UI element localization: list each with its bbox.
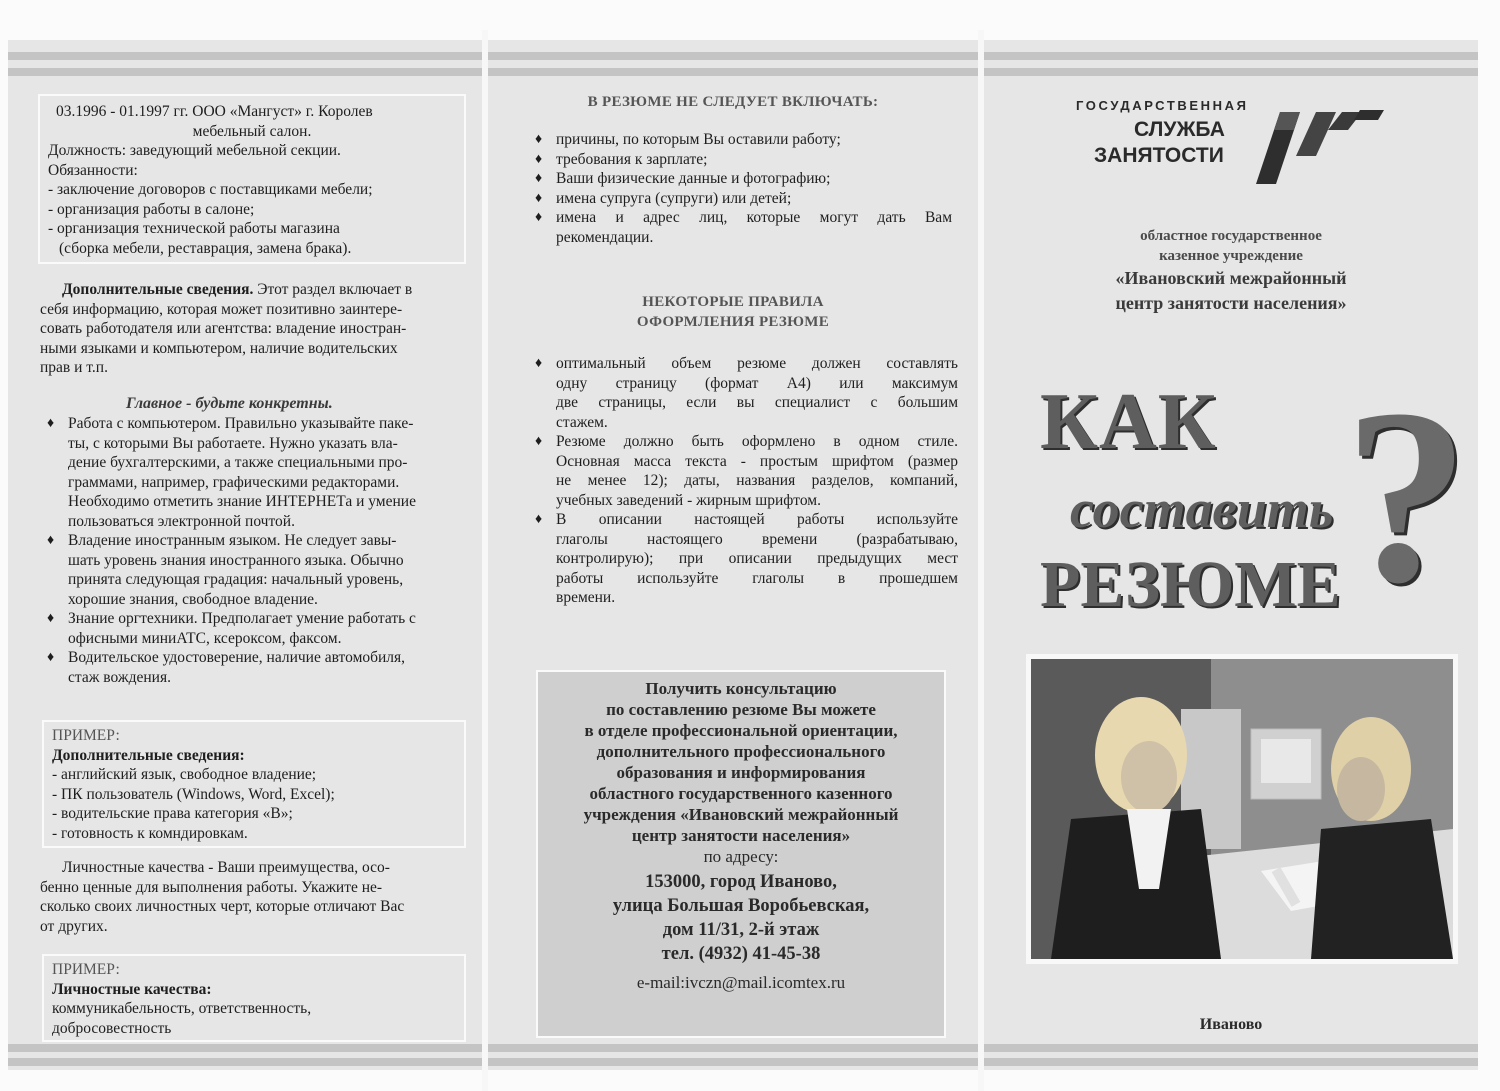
rule-line: времени. bbox=[556, 589, 616, 606]
diamond-bullet-icon: ♦ bbox=[535, 512, 543, 527]
rule-line: В описании настоящей работы используйте bbox=[556, 511, 958, 528]
exclude-line: причины, по которым Вы оставили работу; bbox=[556, 131, 841, 148]
job-line: Должность: заведующий мебельной секции. bbox=[48, 142, 341, 159]
personal-line: Личностные качества - Ваши преимущества, осо- bbox=[62, 859, 390, 876]
top-stripe bbox=[488, 52, 978, 60]
panel-left bbox=[8, 40, 482, 1070]
tip-line: граммами, например, графическими редакторами. bbox=[68, 473, 400, 491]
job-example-box bbox=[38, 94, 466, 264]
additional-info-line: совать работодателя или агентства: владение иностран- bbox=[40, 320, 407, 337]
additional-info-line: ными языками и компьютером, наличие водительских bbox=[40, 339, 398, 357]
diamond-bullet-icon: ♦ bbox=[47, 611, 55, 626]
logo-stripes-icon bbox=[1236, 100, 1386, 184]
tip-line: дение бухгалтерскими, а также специальными про- bbox=[68, 454, 408, 471]
example-line: - водительские права категория «B»; bbox=[52, 805, 293, 822]
consult-line: областного государственного казенного bbox=[589, 784, 893, 803]
rule-line: стажем. bbox=[556, 413, 608, 431]
rules-heading-line: НЕКОТОРЫЕ ПРАВИЛА bbox=[642, 294, 824, 310]
org-line: областное государственное bbox=[1140, 228, 1322, 244]
rule-line: одну страницу (формат А4) или максимум bbox=[556, 374, 958, 392]
title-word: РЕЗЮМЕ bbox=[1040, 548, 1341, 621]
example-line: - ПК пользователь (Windows, Word, Excel); bbox=[52, 785, 335, 803]
bottom-stripe bbox=[8, 1044, 482, 1052]
job-line: Обязанности: bbox=[48, 161, 138, 179]
address-line: 153000, город Иваново, bbox=[645, 872, 837, 892]
example-title: Дополнительные сведения: bbox=[52, 746, 245, 764]
tips-list bbox=[44, 414, 468, 687]
tip-line: офисными миниАТС, ксероксом, факсом. bbox=[68, 629, 342, 647]
address-line: улица Большая Воробьевская, bbox=[612, 896, 870, 916]
email-line: e-mail:ivczn@mail.icomtex.ru bbox=[636, 973, 846, 992]
organization-name bbox=[984, 226, 1478, 316]
tip-line: Владение иностранным языком. Не следует завы- bbox=[68, 532, 397, 549]
title-word: КАК bbox=[1040, 378, 1217, 466]
bottom-stripe bbox=[984, 1058, 1478, 1066]
panel-cover bbox=[984, 40, 1478, 1070]
diamond-bullet-icon: ♦ bbox=[47, 533, 55, 548]
diamond-bullet-icon: ♦ bbox=[535, 171, 543, 186]
additional-info-text bbox=[40, 280, 464, 378]
job-line: - заключение договоров с поставщиками мебели; bbox=[48, 181, 373, 198]
consult-line: в отделе профессиональной ориентации, bbox=[584, 721, 898, 740]
example-line: добросовестность bbox=[52, 1019, 172, 1037]
tip-line: Знание оргтехники. Предполагает умение работать с bbox=[68, 610, 416, 627]
tip-line: ты, с которыми Вы работаете. Нужно указать вла- bbox=[68, 434, 398, 452]
rule-line: не менее 12); даты, названия разделов, компаний, bbox=[556, 472, 958, 489]
rules-heading bbox=[488, 292, 978, 332]
consult-line: Получить консультацию bbox=[645, 679, 837, 698]
tip-item bbox=[44, 531, 468, 609]
tip-line: стаж вождения. bbox=[68, 668, 171, 686]
logo-line: СЛУЖБА bbox=[1134, 118, 1225, 141]
rule-line: оптимальный объем резюме должен составлять bbox=[556, 355, 958, 372]
bottom-stripe bbox=[984, 1044, 1478, 1052]
rule-line: две страницы, если вы специалист с большим bbox=[556, 394, 958, 411]
tip-line: Водительское удостоверение, наличие автомобиля, bbox=[68, 649, 406, 666]
consultation-photo bbox=[1026, 654, 1458, 964]
exclude-line: рекомендации. bbox=[556, 228, 654, 246]
consult-line: учреждения «Ивановский межрайонный bbox=[583, 805, 899, 824]
logo-line: ЗАНЯТОСТИ bbox=[1094, 144, 1224, 167]
exclude-heading: В РЕЗЮМЕ НЕ СЛЕДУЕТ ВКЛЮЧАТЬ: bbox=[587, 94, 879, 110]
rule-line: учебных заведений - жирным шрифтом. bbox=[556, 491, 821, 509]
tip-line: Необходимо отметить знание ИНТЕРНЕТа и умение bbox=[68, 493, 416, 510]
top-stripe bbox=[984, 52, 1478, 60]
address-line: дом 11/31, 2-й этаж bbox=[662, 920, 820, 940]
diamond-bullet-icon: ♦ bbox=[535, 151, 543, 167]
diamond-bullet-icon: ♦ bbox=[535, 190, 543, 206]
diamond-bullet-icon: ♦ bbox=[47, 650, 55, 665]
rule-line: контролирую); при описании предыдущих мест bbox=[556, 550, 958, 567]
exclude-line: имена и адрес лиц, которые могут дать Вам bbox=[556, 209, 952, 226]
org-line: «Ивановский межрайонный bbox=[1115, 268, 1347, 288]
bottom-stripe bbox=[488, 1044, 978, 1052]
example-line: - готовность к комндировкам. bbox=[52, 824, 248, 842]
diamond-bullet-icon: ♦ bbox=[535, 356, 543, 371]
question-mark-graphic: ? bbox=[1344, 358, 1469, 635]
example-personal-box bbox=[42, 954, 466, 1042]
panel-middle bbox=[488, 40, 978, 1070]
job-line: - организация работы в салоне; bbox=[48, 200, 255, 218]
rule-line: Основная масса текста - простым шрифтом (размер bbox=[556, 452, 958, 470]
additional-info-line: Этот раздел включает в bbox=[257, 281, 413, 298]
personal-line: сколько своих личностных черт, которые отличают Вас bbox=[40, 898, 405, 915]
personal-line: бенно ценные для выполнения работы. Укажите не- bbox=[40, 878, 383, 896]
personal-qualities-text bbox=[40, 858, 464, 936]
exclude-list bbox=[532, 130, 952, 247]
main-heading: Главное - будьте конкретны. bbox=[126, 395, 333, 412]
exclude-item bbox=[532, 169, 952, 189]
top-stripe bbox=[8, 68, 482, 76]
consult-line: центр занятости населения» bbox=[631, 826, 851, 845]
consult-line: дополнительного профессионального bbox=[596, 742, 886, 761]
diamond-bullet-icon: ♦ bbox=[535, 434, 543, 449]
tip-line: Работа с компьютером. Правильно указывайте паке- bbox=[68, 415, 414, 432]
example-label: ПРИМЕР: bbox=[52, 961, 120, 978]
tip-line: хорошие знания, свободное владение. bbox=[68, 590, 318, 608]
consult-line: по составлению резюме Вы можете bbox=[606, 700, 876, 719]
example-title: Личностные качества: bbox=[52, 980, 212, 998]
job-line: 03.1996 - 01.1997 гг. ООО «Мангуст» г. Королев bbox=[56, 103, 373, 120]
exclude-item bbox=[532, 189, 952, 209]
exclude-line: Ваши физические данные и фотографию; bbox=[556, 170, 831, 187]
tip-line: принята следующая градация: начальный уровень, bbox=[68, 571, 404, 588]
job-line: - организация технической работы магазина bbox=[48, 220, 340, 237]
exclude-item bbox=[532, 130, 952, 150]
rule-item bbox=[532, 354, 958, 432]
org-line: казенное учреждение bbox=[1159, 248, 1303, 264]
example-label: ПРИМЕР: bbox=[52, 727, 120, 744]
consultation-box bbox=[536, 670, 946, 1038]
rule-line: Резюме должно быть оформлено в одном стиле. bbox=[556, 433, 958, 450]
diamond-bullet-icon: ♦ bbox=[47, 416, 55, 431]
org-line: центр занятости населения» bbox=[1115, 293, 1347, 313]
top-stripe bbox=[488, 68, 978, 76]
job-line: мебельный салон. bbox=[192, 122, 312, 140]
rules-list bbox=[532, 354, 958, 608]
bottom-stripe bbox=[488, 1058, 978, 1066]
rule-line: глаголы настоящего времени (разрабатываю, bbox=[556, 530, 958, 548]
additional-info-line: прав и т.п. bbox=[40, 359, 108, 376]
tip-line: шать уровень знания иностранного языка. Обычно bbox=[68, 551, 404, 569]
additional-info-lead: Дополнительные сведения. bbox=[62, 281, 254, 298]
tip-item bbox=[44, 609, 468, 648]
tip-line: пользоваться электронной почтой. bbox=[68, 512, 295, 530]
personal-line: от других. bbox=[40, 917, 108, 935]
rule-line: работы используйте глаголы в прошедшем bbox=[556, 569, 958, 587]
rules-heading-line: ОФОРМЛЕНИЯ РЕЗЮМЕ bbox=[636, 314, 830, 330]
exclude-item bbox=[532, 150, 952, 170]
job-line: (сборка мебели, реставрация, замена брака). bbox=[59, 239, 352, 257]
logo-line: ГОСУДАРСТВЕННАЯ bbox=[1076, 98, 1249, 113]
city-label: Иваново bbox=[1199, 1016, 1263, 1033]
rule-item bbox=[532, 432, 958, 510]
exclude-item bbox=[532, 208, 952, 247]
additional-info-line: себя информацию, которая может позитивно заинтере- bbox=[40, 300, 403, 318]
address-intro: по адресу: bbox=[703, 847, 779, 866]
top-stripe bbox=[984, 68, 1478, 76]
diamond-bullet-icon: ♦ bbox=[535, 210, 543, 225]
phone-line: тел. (4932) 41-45-38 bbox=[661, 944, 821, 964]
example-line: коммуникабельность, ответственность, bbox=[52, 1000, 312, 1017]
rule-item bbox=[532, 510, 958, 608]
tip-item bbox=[44, 648, 468, 687]
photo-illustration bbox=[1031, 659, 1453, 959]
employment-service-logo bbox=[1076, 94, 1406, 184]
example-additional-box bbox=[42, 720, 466, 848]
top-stripe bbox=[8, 52, 482, 60]
title-word: составить bbox=[1070, 479, 1334, 539]
bottom-stripe bbox=[8, 1058, 482, 1066]
tip-item bbox=[44, 414, 468, 531]
consult-line: образования и информирования bbox=[616, 763, 866, 782]
exclude-line: имена супруга (супруги) или детей; bbox=[556, 189, 792, 207]
example-line: - английский язык, свободное владение; bbox=[52, 766, 317, 783]
diamond-bullet-icon: ♦ bbox=[535, 132, 543, 147]
exclude-line: требования к зарплате; bbox=[556, 150, 708, 168]
